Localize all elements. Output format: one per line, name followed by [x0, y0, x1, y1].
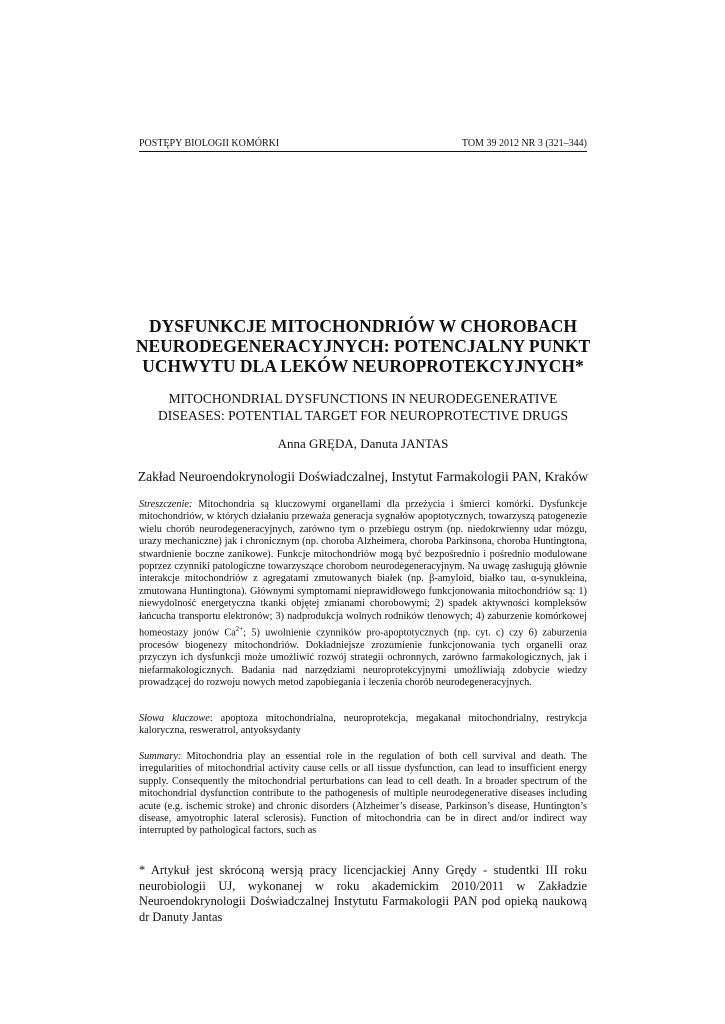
running-header	[139, 138, 587, 152]
abstract-pl-label: Streszczenie:	[139, 499, 193, 510]
volume-info: TOM 39 2012 NR 3 (321–344)	[461, 138, 587, 149]
keywords-pl-text: : apoptoza mitochondrialna, neuroprotekcja, megakanał mitochondrialny, restrykcja kaloryczna, resweratrol, antyoksydanty	[139, 713, 587, 737]
calcium-superscript: 2+	[235, 625, 244, 634]
journal-name: POSTĘPY BIOLOGII KOMÓRKI	[139, 138, 280, 149]
title-line-1: DYSFUNKCJE MITOCHONDRIÓW W CHOROBACH	[149, 316, 577, 336]
footnote: * Artykuł jest skróconą wersją pracy licencjackiej Anny Grędy - studentki III roku neurobiologii UJ, wykonanej w roku akademickim 2010/2011 w Zakładzie Neuroendokrynologii Doświadczalnej Instytutu Farmakologii PAN pod opieką naukową dr Danuty Jantas	[139, 863, 587, 924]
title-line-2: NEURODEGENERACYJNYCH: POTENCJALNY PUNKT	[135, 336, 591, 356]
authors: Anna GRĘDA, Danuta JANTAS	[277, 436, 449, 451]
subtitle-line-2: DISEASES: POTENTIAL TARGET FOR NEUROPROTECTIVE DRUGS	[157, 408, 569, 423]
article-title-en	[120, 390, 606, 424]
summary-en	[139, 751, 587, 838]
affiliation: Zakład Neuroendokrynologii Doświadczalnej, Instytut Farmakologii PAN, Kraków	[137, 469, 589, 484]
keywords-pl	[139, 713, 587, 738]
abstract-pl	[139, 499, 587, 690]
abstract-pl-text-1: Mitochondria są kluczowymi organellami dla przeżycia i śmierci komórki. Dysfunkcje mitochondriów, w których działaniu przeważa generacja sygnałów apoptotycznych, towarzyszą patogenezie wielu chorób neurodegeneracyjnych, zarówno tym o przebiegu ostrym (np. niedokrwienny udar mózgu, urazy mechaniczne) jak i chronicznym (np. choroba Alzheimera, choroba Parkinsona, choroba Huntingtona, stwardnienie boczne zanikowe). Funkcje mitochondriów mogą być bezpośrednio i pośrednio modulowane poprzez czynniki patologiczne towarzyszące chorobom neurodegeneracyjnym. Na uwagę zasługują głównie interakcje mitochondriów z agregatami zmutowanych białek (np. β-amyloid, białko tau, α-synukleina, zmutowana Huntingtona). Głównymi symptomami nieprawidłowego funkcjonowania mitochondriów są: 1) niewydolność energetyczna tkanki objętej zmianami chorobowymi; 2) spadek aktywności kompleksów łańcucha transportu elektronów; 3) nadprodukcja wolnych rodników tlenowych; 4) zaburzenie komórkowej homeostazy jonów Ca	[139, 499, 587, 639]
subtitle-line-1: MITOCHONDRIAL DYSFUNCTIONS IN NEURODEGENERATIVE	[168, 391, 558, 406]
summary-en-label: Summary:	[139, 751, 182, 762]
abstract-pl-text-2: ; 5) uwolnienie czynników pro-apoptotycznych (np. cyt. c) czy 6) zaburzenia procesów biogenezy mitochondriów. Dokładniejsze zrozumienie funkcjonowania tych organelli oraz przyczyn ich dysfunkcji może umożliwić rozwój strategii ochronnych, zarówno farmakologicznych, jak i niefarmakologicznych. Badania nad narzędziami neuroprotekcyjnymi umożliwiają zdobycie wiedzy prowadzącej do rozwoju nowych metod zapobiegania i leczenia chorób neurodegeneracyjnych.	[139, 627, 587, 689]
summary-en-text: Mitochondria play an essential role in the regulation of both cell survival and death. The irregularities of mitochondrial activity cause cells or all tissue dysfunction, can lead to insufficient energy supply. Consequently the mitochondrial perturbations can lead to cell death. In a broader spectrum of the mitochondrial dysfunction contribute to the pathogenesis of multiple neurodegenerative diseases including acute (e.g. ischemic stroke) and chronic disorders (Alzheimer’s disease, Parkinson’s disease, Huntington’s disease, amyotrophic lateral sclerosis). Function of mitochondria can be in direct and/or indirect way interrupted by pathological factors, such as	[139, 751, 587, 837]
keywords-pl-label: Słowa kluczowe	[139, 713, 210, 724]
title-line-3: UCHWYTU DLA LEKÓW NEUROPROTEKCYJNYCH*	[142, 356, 584, 376]
article-title-pl	[120, 316, 606, 376]
